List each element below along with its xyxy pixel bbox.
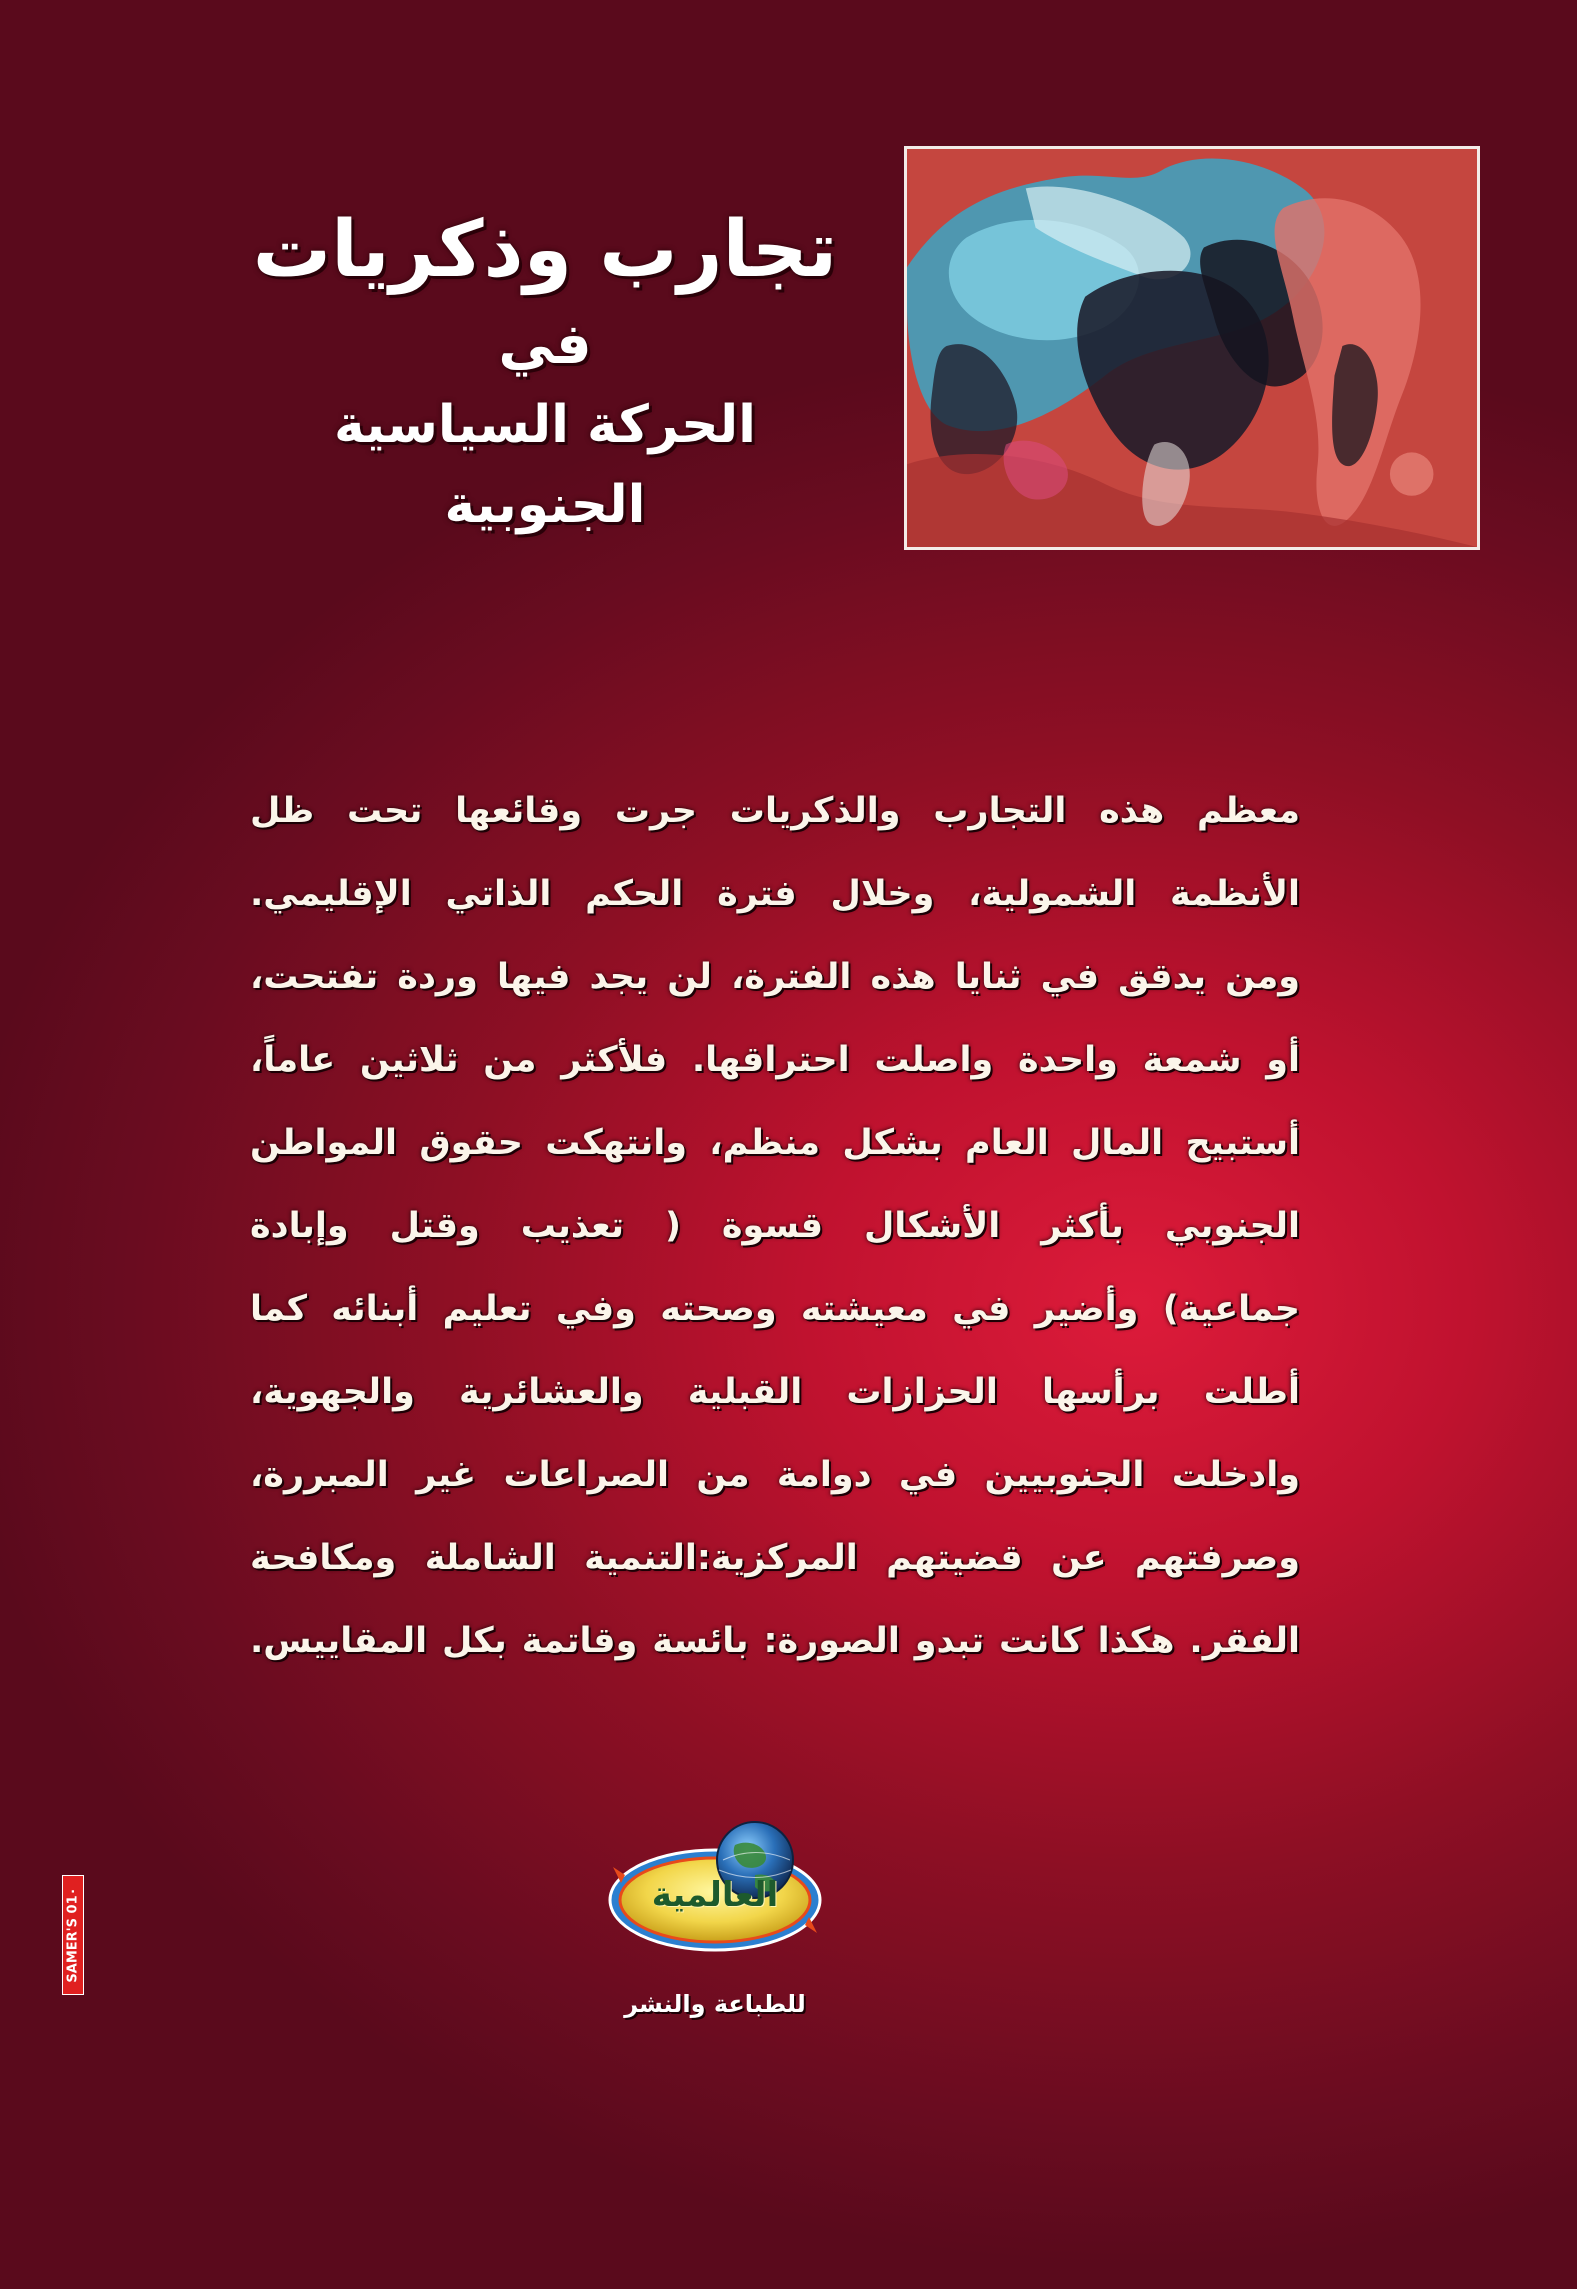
blurb-line: وادخلت الجنوبيين في دوامة من الصراعات غير المبررة، <box>250 1455 1300 1495</box>
side-stamp-text: SAMER'S 01٠ <box>65 1887 81 1983</box>
back-cover-blurb <box>250 770 1300 1683</box>
book-title <box>250 195 840 545</box>
blurb-line: أو شمعة واحدة واصلت احتراقها. فلأكثر من ثلاثين عاماً، <box>250 1040 1300 1080</box>
blurb-line: أستبيح المال العام بشكل منظم، وانتهكت حقوق المواطن <box>250 1123 1300 1163</box>
abstract-painting-icon <box>907 149 1477 547</box>
blurb-line: ومن يدقق في ثنايا هذه الفترة، لن يجد فيها وردة تفتحت، <box>250 957 1300 997</box>
blurb-line: جماعية) وأضير في معيشته وصحته وفي تعليم أبنائه كما <box>250 1289 1300 1329</box>
cover-artwork-image <box>904 146 1480 550</box>
title-line-2: في <box>498 312 592 377</box>
blurb-line: الجنوبي بأكثر الأشكال قسوة ( تعذيب وقتل وإبادة <box>250 1206 1300 1246</box>
title-line-1: تجارب وذكريات <box>252 205 838 295</box>
blurb-line: وصرفتهم عن قضيتهم المركزية:التنمية الشاملة ومكافحة <box>250 1538 1300 1578</box>
publisher-tagline: للطباعة والنشر <box>624 1990 806 2018</box>
title-line-3: الحركة السياسية الجنوبية <box>334 395 756 535</box>
blurb-line: معظم هذه التجارب والذكريات جرت وقائعها تحت ظل <box>250 791 1300 831</box>
side-stamp <box>62 1875 84 1995</box>
blurb-line: أطلت برأسها الحزازات القبلية والعشائرية والجهوية، <box>250 1372 1300 1412</box>
blurb-line: الأنظمة الشمولية، وخلال فترة الحكم الذاتي الإقليمي. <box>250 874 1300 914</box>
publisher-block <box>595 1815 835 2045</box>
publisher-name: العالمية <box>651 1875 779 1915</box>
blurb-line: الفقر. هكذا كانت تبدو الصورة: بائسة وقاتمة بكل المقاييس. <box>250 1621 1300 1661</box>
